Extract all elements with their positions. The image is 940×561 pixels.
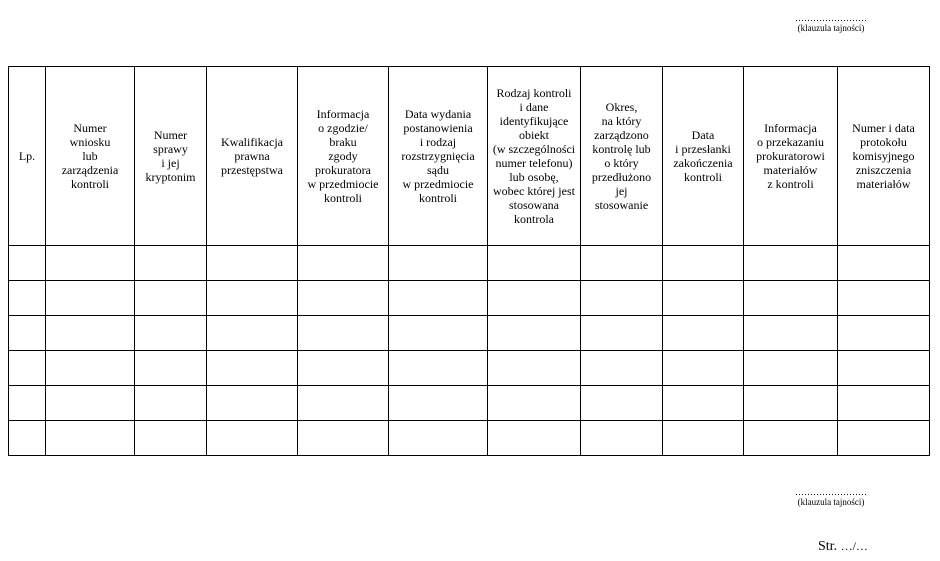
table-cell[interactable] <box>744 351 838 386</box>
table-cell[interactable] <box>581 246 663 281</box>
table-cell[interactable] <box>207 281 298 316</box>
table-cell[interactable] <box>663 246 744 281</box>
clause-label: (klauzula tajności) <box>797 23 865 33</box>
table-row <box>9 316 930 351</box>
table-cell[interactable] <box>744 316 838 351</box>
page-number-prefix: Str. <box>818 539 838 554</box>
clause-label: (klauzula tajności) <box>797 497 865 507</box>
table-cell[interactable] <box>207 316 298 351</box>
table-cell[interactable] <box>298 421 389 456</box>
table-row <box>9 246 930 281</box>
table-cell[interactable] <box>389 316 488 351</box>
table-cell[interactable] <box>838 281 930 316</box>
table-cell[interactable] <box>135 351 207 386</box>
table-cell[interactable] <box>488 246 581 281</box>
clause-dotted-line: …………………… <box>795 487 867 497</box>
control-register-table <box>8 66 930 456</box>
table-cell[interactable] <box>488 281 581 316</box>
table-cell[interactable] <box>46 316 135 351</box>
table-cell[interactable] <box>135 246 207 281</box>
column-header-control-end: Data i przesłanki zakończenia kontroli <box>663 67 744 246</box>
table-cell[interactable] <box>298 351 389 386</box>
header-classification-clause <box>780 13 882 33</box>
table-cell[interactable] <box>389 246 488 281</box>
footer-classification-clause <box>780 487 882 507</box>
table-cell[interactable] <box>46 351 135 386</box>
table-cell[interactable] <box>838 351 930 386</box>
table-cell[interactable] <box>663 316 744 351</box>
table-cell[interactable] <box>663 421 744 456</box>
column-header-control-type: Rodzaj kontroli i dane identyfikujące obiekt (w szczególności numer telefonu) lub osobę, wobec której jest stosowana kontrola <box>488 67 581 246</box>
table-cell[interactable] <box>838 246 930 281</box>
page-number-placeholder: …/… <box>840 539 868 553</box>
table-cell[interactable] <box>9 421 46 456</box>
table-cell[interactable] <box>744 421 838 456</box>
table-cell[interactable] <box>581 386 663 421</box>
table-cell[interactable] <box>488 351 581 386</box>
table-cell[interactable] <box>9 316 46 351</box>
table-cell[interactable] <box>389 421 488 456</box>
table-cell[interactable] <box>207 351 298 386</box>
table-cell[interactable] <box>9 281 46 316</box>
table-cell[interactable] <box>389 386 488 421</box>
clause-dotted-line: …………………… <box>795 13 867 23</box>
table-cell[interactable] <box>838 386 930 421</box>
column-header-destruction-protocol: Numer i data protokołu komisyjnego zniszczenia materiałów <box>838 67 930 246</box>
table-cell[interactable] <box>298 281 389 316</box>
table-cell[interactable] <box>135 386 207 421</box>
column-header-request-number: Numer wniosku lub zarządzenia kontroli <box>46 67 135 246</box>
table-body <box>9 246 930 456</box>
table-row <box>9 351 930 386</box>
table-cell[interactable] <box>135 316 207 351</box>
table-cell[interactable] <box>838 421 930 456</box>
table-cell[interactable] <box>488 386 581 421</box>
table-cell[interactable] <box>46 421 135 456</box>
table-cell[interactable] <box>744 386 838 421</box>
table-cell[interactable] <box>663 386 744 421</box>
table-cell[interactable] <box>488 421 581 456</box>
table-cell[interactable] <box>207 386 298 421</box>
table-cell[interactable] <box>9 386 46 421</box>
table-cell[interactable] <box>298 316 389 351</box>
table-cell[interactable] <box>46 281 135 316</box>
table-cell[interactable] <box>298 246 389 281</box>
table-cell[interactable] <box>207 246 298 281</box>
table-header-row <box>9 67 930 246</box>
table-cell[interactable] <box>744 246 838 281</box>
table-cell[interactable] <box>838 316 930 351</box>
column-header-case-number: Numer sprawy i jej kryptonim <box>135 67 207 246</box>
page-number <box>818 539 868 555</box>
table-row <box>9 421 930 456</box>
table-row <box>9 281 930 316</box>
table-cell[interactable] <box>135 281 207 316</box>
column-header-materials-transfer: Informacja o przekazaniu prokuratorowi materiałów z kontroli <box>744 67 838 246</box>
table-cell[interactable] <box>389 281 488 316</box>
table-cell[interactable] <box>389 351 488 386</box>
table-cell[interactable] <box>9 246 46 281</box>
table-cell[interactable] <box>46 386 135 421</box>
table-cell[interactable] <box>744 281 838 316</box>
table-cell[interactable] <box>581 316 663 351</box>
table-cell[interactable] <box>298 386 389 421</box>
table-cell[interactable] <box>135 421 207 456</box>
table-cell[interactable] <box>581 421 663 456</box>
table-cell[interactable] <box>581 281 663 316</box>
column-header-court-decision: Data wydania postanowienia i rodzaj rozstrzygnięcia sądu w przedmiocie kontroli <box>389 67 488 246</box>
table-cell[interactable] <box>9 351 46 386</box>
column-header-lp: Lp. <box>9 67 46 246</box>
table-cell[interactable] <box>663 281 744 316</box>
column-header-legal-qualification: Kwalifikacja prawna przestępstwa <box>207 67 298 246</box>
table-cell[interactable] <box>663 351 744 386</box>
table-cell[interactable] <box>581 351 663 386</box>
table-cell[interactable] <box>207 421 298 456</box>
table-cell[interactable] <box>488 316 581 351</box>
column-header-prosecutor-consent: Informacja o zgodzie/ braku zgody prokuratora w przedmiocie kontroli <box>298 67 389 246</box>
column-header-control-period: Okres, na który zarządzono kontrolę lub o który przedłużono jej stosowanie <box>581 67 663 246</box>
table-cell[interactable] <box>46 246 135 281</box>
table-row <box>9 386 930 421</box>
